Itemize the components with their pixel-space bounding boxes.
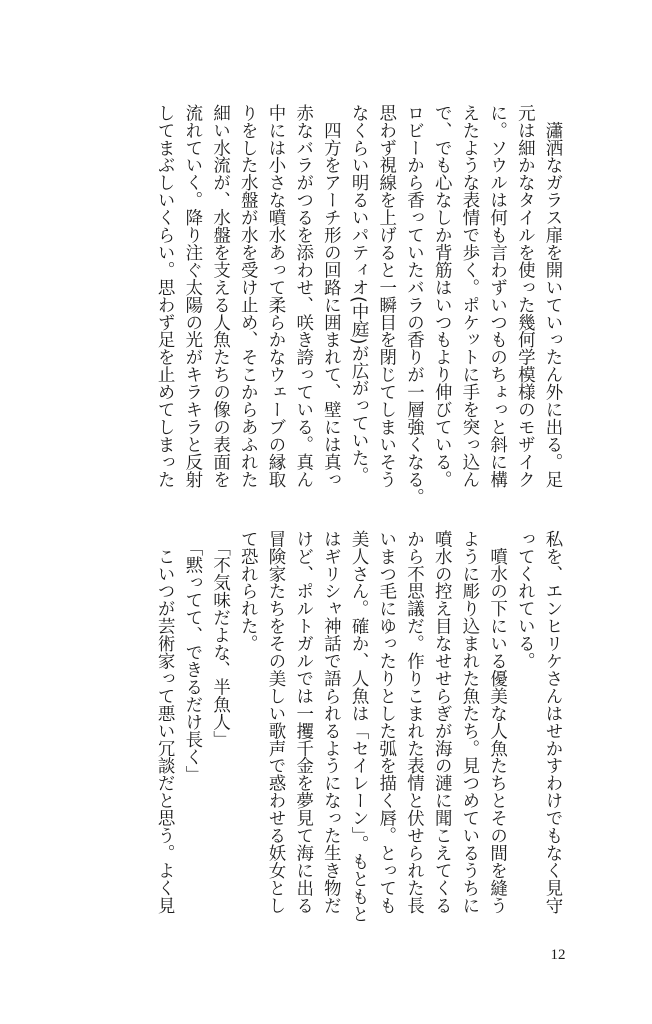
text-column: 噴水の控え目なせせらぎが海の漣に聞こえてくる	[431, 530, 452, 914]
text-column: ロビーから香っていたバラの香りが一層強くなる。	[403, 104, 424, 506]
text-column: 美人さん。確か、人魚は「セイレーン」。もともと	[348, 530, 369, 923]
text-column: て恐れられた。	[237, 530, 258, 653]
text-column: ってくれている。	[514, 530, 535, 670]
dialogue-column: 「不気味だよな、半魚人」	[209, 530, 230, 749]
text-column: ように彫り込まれた魚たち。見つめているうちに	[458, 530, 479, 914]
text-column: 噴水の下にいる優美な人魚たちとその間を縫う	[486, 530, 507, 914]
text-column: してまぶしいくらい。思わず足を止めてしまった	[154, 104, 175, 488]
text-column: で、でも心なしか背筋はいつもより伸びている。	[431, 104, 452, 488]
text-column: 私を、エンヒリケさんはせかすわけでもなく見守	[542, 530, 562, 914]
lower-text-block	[149, 530, 565, 923]
text-column: いまつ毛にゆったりとした弧を描く唇。とっても	[375, 530, 396, 914]
text-column: 細い水流が、水盤を支える人魚たちの像の表面を	[209, 104, 230, 488]
dialogue-column: 「黙ってて、できるだけ長く」	[181, 530, 202, 784]
text-column: けど、ポルトガルでは一攫千金を夢見て海に出る	[292, 530, 313, 914]
text-column: こいつが芸術家って悪い冗談だと思う。よく見	[154, 530, 175, 914]
text-column: えたような表情で歩く。ポケットに手を突っ込ん	[458, 104, 479, 488]
text-column: 元は細かなタイルを使った幾何学模様のモザイク	[514, 104, 535, 488]
text-column: に。ソウルは何も言わずいつものちょっと斜に構	[486, 104, 507, 488]
text-column: 中には小さな噴水あって柔らかなウェーブの縁取	[264, 104, 285, 488]
text-column: はギリシャ神話で語られるようになった生き物だ	[320, 530, 341, 914]
text-column: 四方をアーチ形の回路に囲まれて、壁には真っ	[320, 104, 341, 488]
text-column: りをした水盤が水を受け止め、そこからあふれた	[237, 104, 258, 488]
text-column: 赤なバラがつるを添わせ、咲き誇っている。真ん	[292, 104, 313, 488]
text-column: 冒険家たちをその美しい歌声で惑わせる妖女とし	[264, 530, 285, 914]
text-column: 瀟洒なガラス扉を開いていったん外に出る。足	[542, 104, 562, 488]
text-column: から不思議だ。作りこまれた表情と伏せられた長	[403, 530, 424, 914]
text-column: なくらい明るいパティオ(中庭)が広がっていた。	[348, 104, 369, 485]
page-number: 12	[550, 947, 566, 963]
upper-text-block	[149, 104, 565, 506]
text-column: 思わず視線を上げると一瞬目を閉じてしまいそう	[375, 104, 396, 488]
text-column: 流れていく。降り注ぐ太陽の光がキラキラと反射	[181, 104, 202, 488]
